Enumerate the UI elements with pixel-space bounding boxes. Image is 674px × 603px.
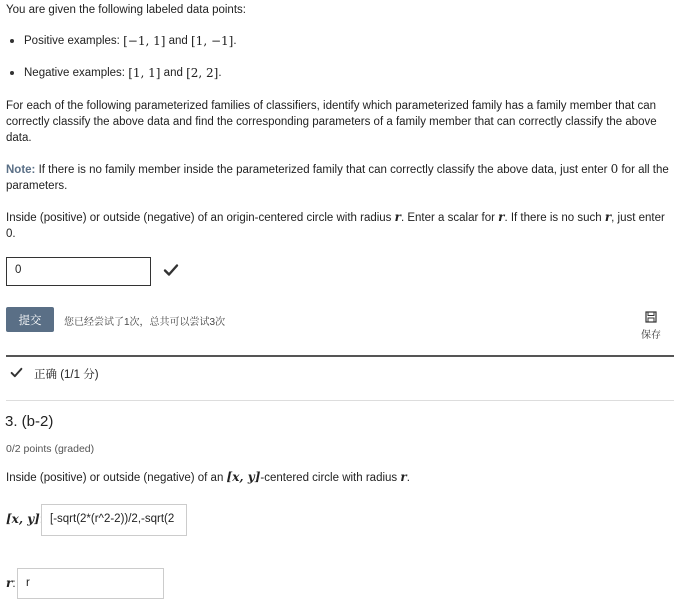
bullet-dot: [10, 71, 14, 75]
problem-prompt: [6, 470, 410, 484]
positive-examples-item: [10, 34, 237, 48]
prompt-end: .: [406, 472, 410, 484]
question-r-1: r: [394, 210, 401, 224]
problem-points: 0/2 points (graded): [6, 443, 95, 455]
xy-input[interactable]: [-sqrt(2*(r^2-2))/2,-sqrt(2: [41, 504, 187, 536]
positive-end: .: [233, 35, 237, 47]
positive-point-1: [−1, 1]: [123, 34, 166, 48]
prompt-xy: [x, y]: [226, 470, 261, 484]
answer-input[interactable]: 0: [6, 257, 151, 286]
intro-text: You are given the following labeled data points:: [6, 4, 246, 16]
question-r-3: r: [604, 210, 612, 224]
result-status: 正确 (1/1 分): [34, 369, 99, 381]
prompt-part-1: Inside (positive) or outside (negative) of an: [6, 472, 227, 484]
note-text-after: for all the parameters.: [6, 164, 669, 192]
prompt-part-2: -centered circle with radius: [260, 472, 401, 484]
attempts-text: 您已经尝试了1次，总共可以尝试3次: [64, 317, 226, 328]
question-text: [6, 209, 670, 242]
note-paragraph: [6, 161, 670, 194]
r-field-label: [6, 576, 16, 590]
note-label: Note:: [6, 164, 36, 176]
note-text-before: If there is no family member inside the parameterized family that can correctly classify the above data, just enter: [35, 164, 611, 176]
save-button[interactable]: 保存: [641, 330, 661, 341]
question-part-2: . Enter a scalar for: [400, 212, 499, 224]
correct-check-icon: [163, 262, 179, 278]
negative-point-2: [2, 2]: [186, 66, 219, 80]
question-part-4: , just enter 0.: [6, 212, 665, 240]
instructions-text: For each of the following parameterized families of classifiers, identify which parameterized family has a family member that can correctly classify the above data and find the corresponding parameters of a family member that can correctly classify the above data.: [6, 100, 657, 144]
problem-divider: [6, 400, 674, 401]
submit-button[interactable]: 提交: [6, 307, 54, 332]
section-divider: [6, 355, 674, 357]
positive-point-2: [1, −1]: [191, 34, 234, 48]
r-input[interactable]: r: [17, 568, 164, 599]
question-part-1: Inside (positive) or outside (negative) of an origin-centered circle with radius: [6, 212, 395, 224]
prompt-r: r: [400, 470, 407, 484]
xy-field-label: [6, 512, 43, 526]
question-r-2: r: [498, 210, 505, 224]
xy-label: [x, y]: [6, 512, 40, 526]
negative-point-1: [1, 1]: [128, 66, 161, 80]
problem-title: 3. (b-2): [5, 413, 54, 430]
negative-and: and: [163, 67, 183, 79]
note-zero: 0: [610, 162, 619, 176]
bullet-dot: [10, 39, 14, 43]
positive-and: and: [168, 35, 188, 47]
negative-label: Negative examples:: [24, 67, 125, 79]
result-check-icon: [10, 366, 23, 379]
r-colon: :: [12, 578, 16, 590]
question-part-3: . If there is no such: [504, 212, 605, 224]
negative-end: .: [218, 67, 222, 79]
r-label: r: [6, 576, 13, 590]
save-icon[interactable]: [645, 311, 657, 323]
negative-examples-item: [10, 66, 222, 80]
positive-label: Positive examples:: [24, 35, 120, 47]
